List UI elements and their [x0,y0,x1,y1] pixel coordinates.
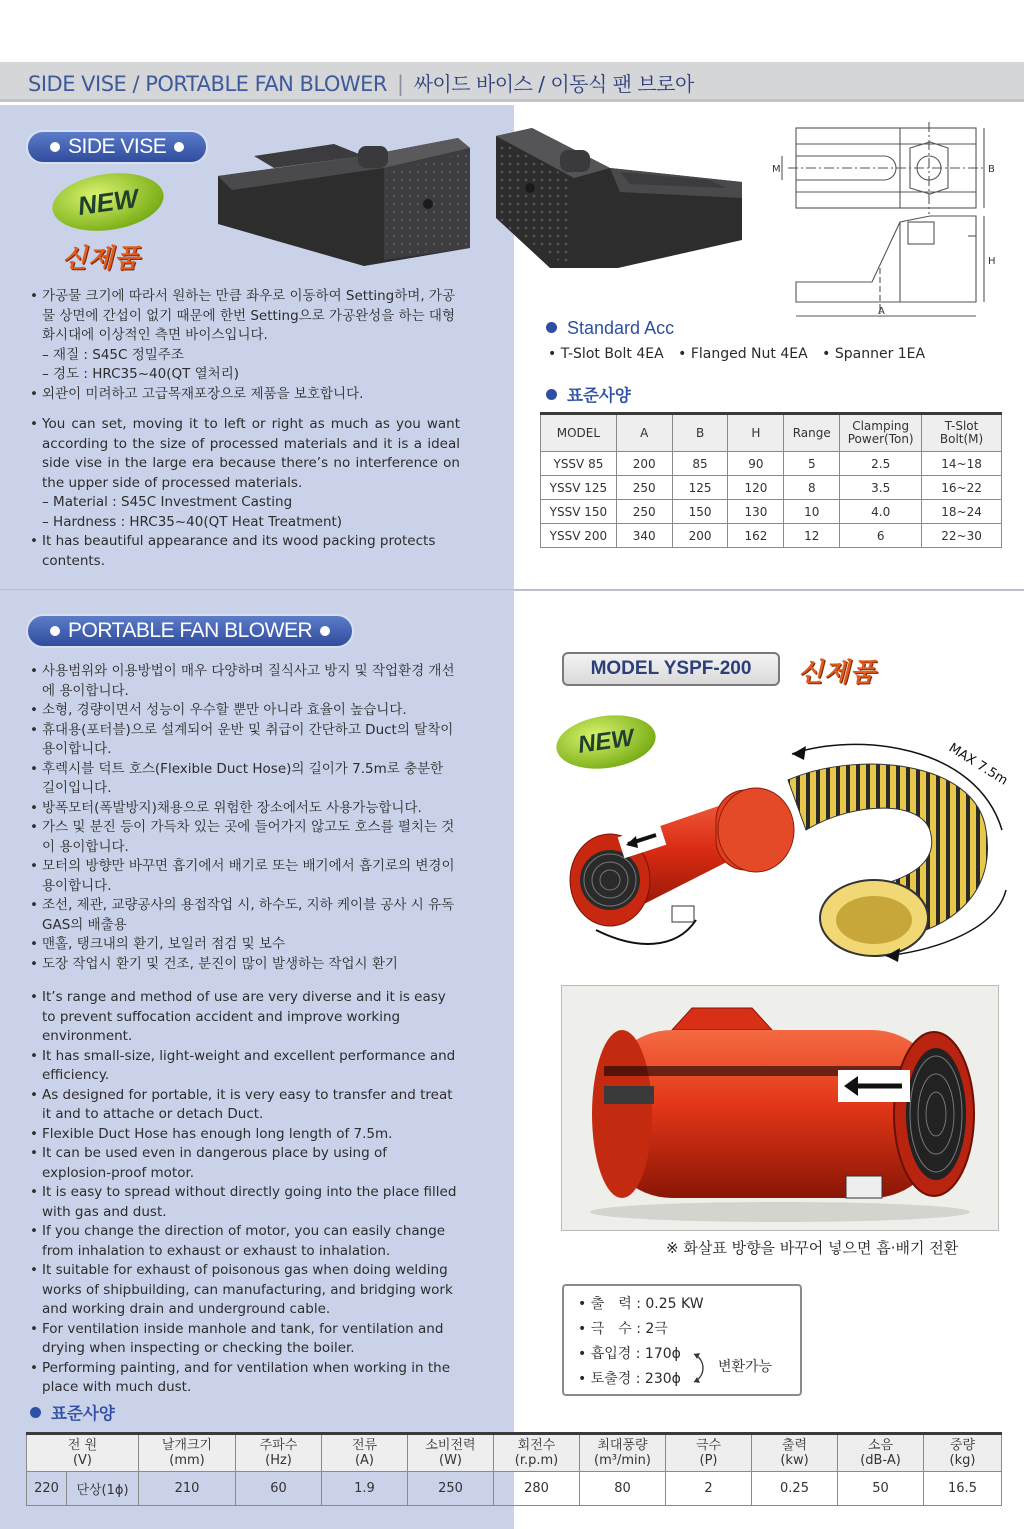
new-badge: NEW [553,709,659,774]
table-cell: 6 [840,524,922,548]
table-cell: 1.9 [322,1472,408,1506]
list-item: • As designed for portable, it is very easy to transfer and treat it and to attache or detach Duct. [28,1086,460,1125]
list-item: • It’s range and method of use are very diverse and it is easy to prevent suffocation accident and improve working environment. [28,988,460,1047]
acc-list [548,346,925,362]
list-item: • If you change the direction of motor, you can easily change from inhalation to exhaust or exhaust to inhalation. [28,1222,460,1261]
col-header [494,1434,580,1472]
fan-info-box [562,1284,802,1396]
photo-caption: ※ 화살표 방향을 바꾸어 넣으면 흡·배기 전환 [666,1239,959,1257]
col-header [408,1434,494,1472]
table-cell: 280 [494,1472,580,1506]
page-title [28,68,694,97]
fan-blower-pill [26,614,354,648]
fan-photo-graphic [562,986,998,1230]
table-cell: 3.5 [840,476,922,500]
table-cell: 14~18 [922,452,1002,476]
dim-m-label: M [772,164,781,175]
table-cell: 0.25 [752,1472,838,1506]
list-item: • It suitable for exhaust of poisonous gas when doing welding works of shipbuilding, can manufacturing, and bridging work and working drain and underground cable. [28,1261,460,1320]
col-header-unit: (W) [439,1453,462,1468]
fan-blower-pill-label: PORTABLE FAN BLOWER [68,619,313,642]
col-header [580,1434,666,1472]
table-cell: YSSV 125 [541,476,617,500]
dim-b-label: B [988,164,995,175]
list-item: • 모터의 방향만 바꾸면 흡기에서 배기로 또는 배기에서 흡기로의 변경이 용이합니다. [28,857,460,896]
side-vise-pill-label: SIDE VISE [68,135,167,158]
table-cell: 250 [616,500,672,524]
table-cell: 5 [784,452,840,476]
table-cell: 2.5 [840,452,922,476]
col-header [322,1434,408,1472]
table-cell: 50 [838,1472,924,1506]
bullet-icon [30,1407,41,1418]
fan-photo [561,985,999,1231]
table-cell: 220 [27,1472,67,1506]
title-separator: | [397,72,404,96]
acc-item-text: Flanged Nut 4EA [690,346,808,362]
list-item: • 방폭모터(폭발방지)채용으로 위험한 장소에서도 사용가능합니다. [28,799,460,819]
col-header-label: 출력 [781,1438,808,1453]
list-item: • Performing painting, and for ventilation when working in the place with much dust. [28,1359,460,1398]
standard-acc-title-text: Standard Acc [567,318,675,338]
pill-dot-icon [50,626,60,636]
info-value: 230ϕ [644,1371,681,1387]
col-header-label: 소비전력 [425,1438,476,1453]
col-header-label: 전류 [351,1438,378,1453]
list-item: • Flexible Duct Hose has enough long length of 7.5m. [28,1125,460,1145]
table-cell: 125 [672,476,728,500]
col-header [666,1434,752,1472]
col-header: B [672,414,728,452]
pill-dot-icon [174,142,184,152]
side-vise-ko-text [28,287,460,404]
list-item: • 휴대용(포터블)으로 설계되어 운반 및 취급이 간단하고 Duct의 탈착이 용이합니다. [28,721,460,760]
col-header-unit: (kg) [949,1453,976,1468]
col-header-label: 전 원 [67,1438,98,1453]
standard-acc-title [546,318,674,339]
table-cell: 200 [616,452,672,476]
new-product-label: 신제품 [798,658,877,688]
table-cell: 60 [236,1472,322,1506]
list-item: • 가공물 크기에 따라서 원하는 만큼 좌우로 이동하여 Setting하며, 가공물 상면에 간섭이 없기 때문에 한번 Setting으로 가공완성을 하는 대형화시대에 이상적인 측면 바이스입니다. [28,287,460,346]
table-cell: YSSV 150 [541,500,617,524]
new-badge: NEW [49,166,168,237]
info-label: 극 수 : [590,1321,641,1337]
table-header-row [541,414,1002,452]
list-item: • 도장 작업시 환기 및 건조, 분진이 많이 발생하는 작업시 환기 [28,955,460,975]
fan-blower-en-text [28,988,460,1398]
list-item: • 가스 및 분진 등이 가득차 있는 곳에 들어가지 않고도 호스를 펼치는 것이 용이합니다. [28,818,460,857]
list-item: – Material : S45C Investment Casting [42,494,293,510]
col-header: T-Slot Bolt(M) [922,414,1002,452]
col-header: Range [784,414,840,452]
col-header-unit: (kw) [780,1453,809,1468]
table-cell: 162 [728,524,784,548]
side-vise-spec-title [546,382,631,406]
col-header-label: 극수 [695,1438,722,1453]
table-cell: 단상(1ϕ) [67,1472,139,1506]
col-header: MODEL [541,414,617,452]
model-label: MODEL YSPF-200 [562,652,780,686]
table-cell: 250 [616,476,672,500]
list-item: • For ventilation inside manhole and tank, for ventilation and drying when inspecting or checking the boiler. [28,1320,460,1359]
col-header-label: 중량 [949,1438,976,1453]
table-cell: 210 [139,1472,236,1506]
table-row [27,1472,1002,1506]
list-item: • 맨홀, 탱크내의 환기, 보일러 점검 및 보수 [28,935,460,955]
table-row [541,452,1002,476]
table-cell: YSSV 85 [541,452,617,476]
list-item: – Hardness : HRC35~40(QT Heat Treatment) [42,513,343,530]
col-header-unit: (V) [72,1453,93,1468]
table-cell: 150 [672,500,728,524]
fan-spec-table [26,1432,1002,1506]
acc-item-text: T-Slot Bolt 4EA [560,346,664,362]
table-cell: 8 [784,476,840,500]
col-header-unit: (P) [699,1453,718,1468]
table-cell: 130 [728,500,784,524]
table-row [541,500,1002,524]
dim-a-label: A [878,306,885,317]
pill-dot-icon [320,626,330,636]
info-inlet: • 흡입경 : 170ϕ [578,1346,681,1362]
table-cell: 18~24 [922,500,1002,524]
table-cell: 22~30 [922,524,1002,548]
bullet-icon [546,322,557,333]
side-vise-pill [26,130,208,164]
info-label: 흡입경 : [590,1346,641,1362]
list-item: – 재질 : S45C 정밀주조 [42,346,184,363]
list-item: • 소형, 경량이면서 성능이 우수할 뿐만 아니라 효율이 높습니다. [28,701,460,721]
list-item: • 사용범위와 이용방법이 매우 다양하며 질식사고 방지 및 작업환경 개선에 용이합니다. [28,662,460,701]
table-cell: 85 [672,452,728,476]
col-header-label: 소음 [867,1438,894,1453]
title-en: SIDE VISE / PORTABLE FAN BLOWER [28,72,388,96]
fan-with-hose-image [556,740,1012,976]
table-cell: YSSV 200 [541,524,617,548]
info-label: 출 력 : [590,1296,641,1312]
table-cell: 80 [580,1472,666,1506]
spec-title-text: 표준사양 [51,1404,115,1423]
new-product-label: 신제품 [62,244,141,274]
info-poles: • 극 수 : 2극 [578,1321,668,1337]
hose-length-label: MAX 7.5m [945,740,1011,789]
side-vise-spec-table [540,412,1002,548]
col-header-label: 날개크기 [161,1438,213,1453]
col-header: Clamping Power(Ton) [840,414,922,452]
info-label: 토출경 : [590,1371,641,1387]
list-item: – 경도 : HRC35~40(QT 열처리) [42,366,240,382]
table-cell: 250 [408,1472,494,1506]
switch-arrows-icon [690,1350,710,1386]
col-header-label: 주파수 [259,1438,298,1453]
table-cell: 200 [672,524,728,548]
spec-title-text: 표준사양 [567,386,631,405]
side-vise-image-left [214,128,478,268]
col-header: A [616,414,672,452]
info-outlet: • 토출경 : 230ϕ [578,1371,681,1387]
col-header [838,1434,924,1472]
col-header [27,1434,139,1472]
list-item: • 외관이 미려하고 고급목재포장으로 제품을 보호합니다. [28,385,460,405]
col-header-label: 최대풍량 [597,1438,648,1453]
table-cell: 90 [728,452,784,476]
list-item: • It is easy to spread without directly going into the place filled with gas and dust. [28,1183,460,1222]
list-item: • It can be used even in dangerous place by using of explosion-proof motor. [28,1144,460,1183]
table-cell: 10 [784,500,840,524]
table-cell: 16~22 [922,476,1002,500]
table-header-row [27,1434,1002,1472]
dim-h-label: H [988,256,996,267]
list-item: • It has beautiful appearance and its wood packing protects contents. [28,532,460,571]
side-vise-drawing [760,118,1000,326]
fan-spec-title [30,1400,115,1424]
acc-item: • Spanner 1EA [822,346,926,362]
col-header-unit: (r.p.m) [514,1453,559,1468]
switch-note: 변환가능 [718,1359,773,1375]
acc-item: • Flanged Nut 4EA [678,346,808,362]
bullet-icon [546,389,557,400]
info-value: 2극 [645,1321,668,1337]
table-cell: 16.5 [924,1472,1002,1506]
col-header-unit: (Hz) [265,1453,292,1468]
side-vise-image-right [490,128,750,274]
info-value: 0.25 KW [645,1296,704,1312]
fan-blower-ko-text [28,662,460,974]
col-header-label: 회전수 [517,1438,556,1453]
col-header [924,1434,1002,1472]
list-item: • It has small-size, light-weight and excellent performance and efficiency. [28,1047,460,1086]
col-header-unit: (m³/min) [594,1453,651,1468]
pill-dot-icon [50,142,60,152]
col-header [236,1434,322,1472]
col-header: H [728,414,784,452]
list-item: • 조선, 제관, 교량공사의 용접작업 시, 하수도, 지하 케이블 공사 시 유독GAS의 배출용 [28,896,460,935]
acc-item: • T-Slot Bolt 4EA [548,346,664,362]
table-row [541,524,1002,548]
table-cell: 4.0 [840,500,922,524]
acc-item-text: Spanner 1EA [834,346,926,362]
list-item: • You can set, moving it to left or right as much as you want according to the size of processed materials and it is a ideal side vise in the large era because there’s no interference on the upper side of processed materials. [28,415,460,493]
table-cell: 12 [784,524,840,548]
col-header-unit: (dB-A) [860,1453,901,1468]
info-output: • 출 력 : 0.25 KW [578,1296,704,1312]
col-header-unit: (mm) [169,1453,205,1468]
col-header-unit: (A) [354,1453,375,1468]
table-row [541,476,1002,500]
list-item: • 후렉시블 덕트 호스(Flexible Duct Hose)의 길이가 7.5m로 충분한 길이입니다. [28,760,460,799]
col-header [139,1434,236,1472]
table-cell: 120 [728,476,784,500]
col-header [752,1434,838,1472]
title-ko: 싸이드 바이스 / 이동식 팬 브로아 [413,72,694,96]
table-cell: 340 [616,524,672,548]
info-value: 170ϕ [644,1346,681,1362]
side-vise-en-text [28,415,460,571]
table-cell: 2 [666,1472,752,1506]
